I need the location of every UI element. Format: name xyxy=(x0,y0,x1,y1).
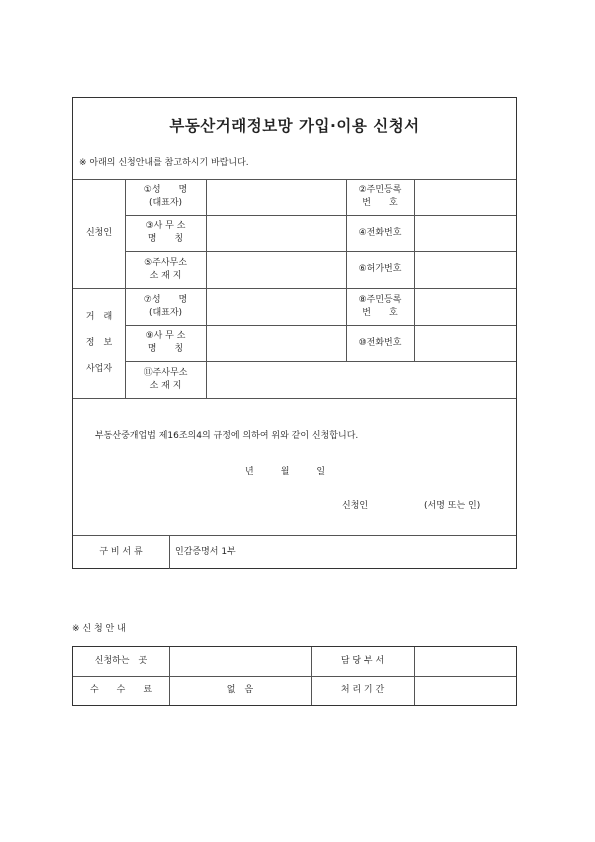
form-title: 부동산거래정보망 가입·이용 신청서 xyxy=(169,117,420,135)
provider-name-field[interactable] xyxy=(206,288,346,325)
applicant-rrn-label: ②주민등록 번 호 xyxy=(358,185,402,208)
applicant-address-label: ⑤주사무소 소 재 지 xyxy=(144,257,187,281)
place-value xyxy=(169,647,311,676)
applicant-phone-field[interactable] xyxy=(414,215,516,251)
fee-value: 없 음 xyxy=(226,685,254,695)
divider xyxy=(169,535,170,569)
provider-rrn-label: ⑧주민등록 번 호 xyxy=(358,294,402,318)
declaration-text: 부동산중개업법 제16조의4의 규정에 의하여 위와 같이 신청합니다. xyxy=(95,431,359,441)
applicant-name-field[interactable] xyxy=(206,179,346,215)
applicant-rrn-field[interactable] xyxy=(414,179,516,215)
provider-phone-label: ⑩전화번호 xyxy=(358,337,402,348)
provider-address-label: ⑪주사무소 소 재 지 xyxy=(143,367,188,391)
guide-table xyxy=(72,646,517,706)
application-form xyxy=(72,97,517,569)
provider-rrn-field[interactable] xyxy=(414,288,516,325)
fee-label: 수 수 료 xyxy=(89,685,153,695)
documents-label: 구 비 서 류 xyxy=(99,546,143,557)
department-value xyxy=(414,647,516,676)
applicant-license-label: ⑥허가번호 xyxy=(358,264,402,274)
documents-value: 인감증명서 1부 xyxy=(175,546,236,557)
declaration-applicant-label: 신청인 xyxy=(342,501,369,511)
department-label: 담 당 부 서 xyxy=(340,656,385,666)
provider-office-label: ⑨사 무 소 명 칭 xyxy=(145,331,186,354)
applicant-office-label: ③사 무 소 명 칭 xyxy=(145,221,186,244)
declaration-date: 년 월 일 xyxy=(245,467,326,477)
applicant-address-field[interactable] xyxy=(206,251,346,288)
guide-title: ※ 신 청 안 내 xyxy=(72,624,126,634)
signature-label: (서명 또는 인) xyxy=(424,501,481,511)
applicant-phone-label: ④전화번호 xyxy=(358,227,402,238)
notice-text: ※ 아래의 신청안내를 참고하시기 바랍니다. xyxy=(79,158,249,168)
provider-address-field[interactable] xyxy=(206,361,516,398)
provider-phone-field[interactable] xyxy=(414,325,516,361)
applicant-office-field[interactable] xyxy=(206,215,346,251)
applicant-license-field[interactable] xyxy=(414,251,516,288)
provider-group-label: 거 래 정 보 사업자 xyxy=(85,311,113,374)
divider xyxy=(73,398,516,399)
applicant-name-label: ①성 명 (대표자) xyxy=(143,185,188,208)
applicant-group-label: 신청인 xyxy=(85,228,113,238)
place-label: 신청하는 곳 xyxy=(94,656,148,666)
provider-name-label: ⑦성 명 (대표자) xyxy=(143,294,188,318)
provider-office-field[interactable] xyxy=(206,325,346,361)
period-value xyxy=(414,676,516,705)
period-label: 처 리 기 간 xyxy=(340,685,385,695)
